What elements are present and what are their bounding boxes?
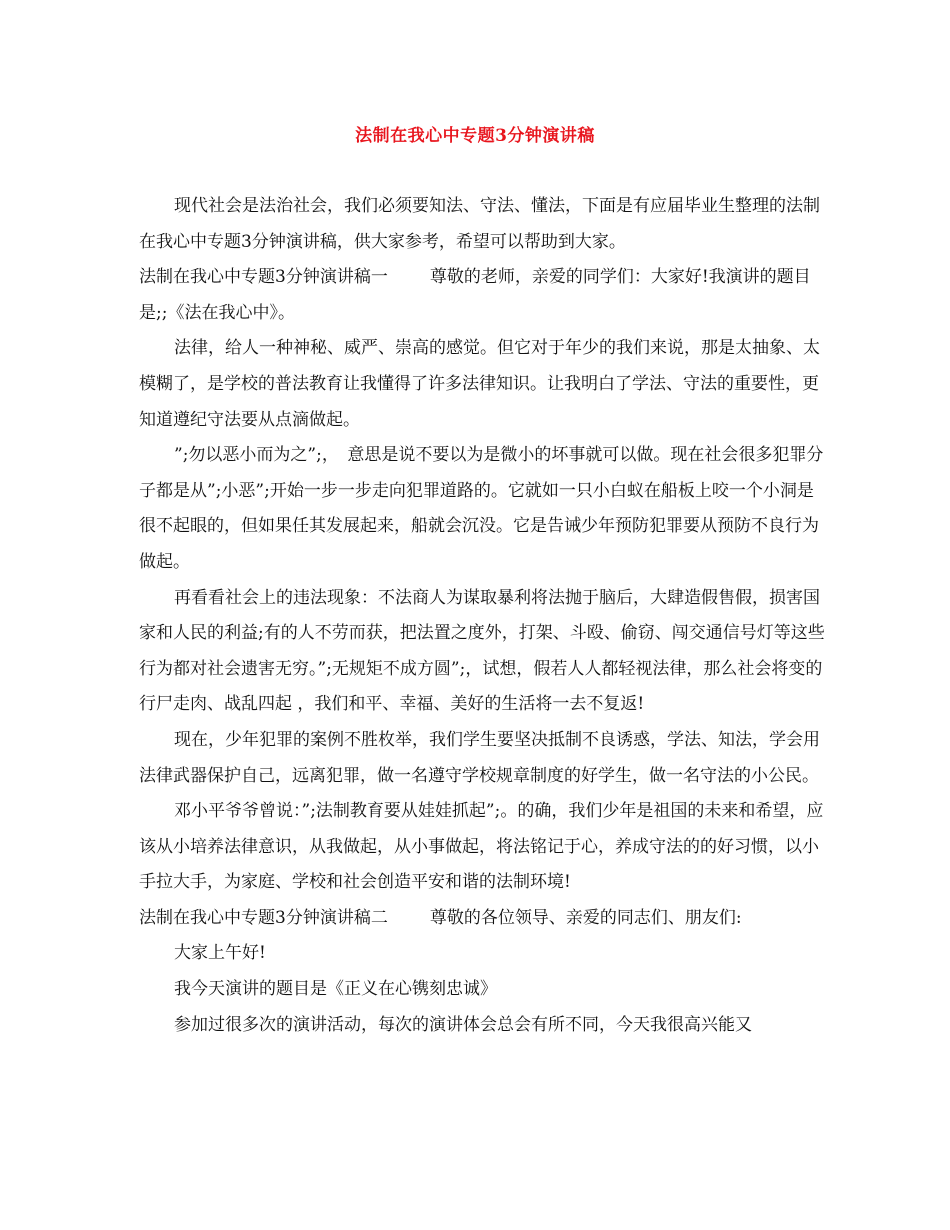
speech2-heading: 法制在我心中专题3分钟演讲稿二 (139, 907, 388, 928)
speech2-opening: 尊敬的各位领导、亲爱的同志们、朋友们: (429, 907, 742, 928)
speech1-paragraph-4: 现在，少年犯罪的案例不胜枚举，我们学生要坚决抵制不良诱惑，学法、知法，学会用法律武器保护自己，远离犯罪，做一名遵守学校规章制度的好学生，做一名守法的小公民。 (139, 729, 820, 786)
document-title: 法制在我心中专题3分钟演讲稿 (355, 126, 595, 146)
speech1-paragraph-2: ”;勿以恶小而为之”;， 意思是说不要以为是微小的坏事就可以做。现在社会很多犯罪分子都是从”;小恶”;开始一步一步走向犯罪道路的。它就如一只小白蚁在船板上咬一个小洞是很不起眼的，但如果任其发展起来，船就会沉没。它是告诫少年预防犯罪要从预防不良行为做起。 (139, 445, 824, 572)
speech2-paragraph-1: 大家上午好! (174, 943, 266, 964)
speech1-heading-line (139, 260, 827, 331)
speech1-opening: 尊敬的老师，亲爱的同学们：大家好!我演讲的题目是;;《法在我心中》。 (139, 267, 811, 323)
document-body (139, 189, 827, 1043)
speech2-paragraph-2: 我今天演讲的题目是《正义在心镌刻忠诚》 (174, 979, 497, 1000)
speech1-paragraph-1: 法律，给人一种神秘、威严、崇高的感觉。但它对于年少的我们来说，那是太抽象、太模糊了，是学校的普法教育让我懂得了许多法律知识。让我明白了学法、守法的重要性，更知道遵纪守法要从点滴做起。 (139, 338, 820, 430)
intro-paragraph: 现代社会是法治社会，我们必须要知法、守法、懂法，下面是有应届毕业生整理的法制在我心中专题3分钟演讲稿，供大家参考，希望可以帮助到大家。 (139, 196, 820, 252)
speech1-paragraph-5: 邓小平爷爷曾说：”;法制教育要从娃娃抓起”;。的确，我们少年是祖国的未来和希望，应该从小培养法律意识，从我做起，从小事做起，将法铭记于心，养成守法的的好习惯，以小手拉大手，为家庭、学校和社会创造平安和谐的法制环境! (139, 801, 824, 893)
speech2-heading-line (139, 901, 827, 937)
speech1-heading: 法制在我心中专题3分钟演讲稿一 (139, 267, 388, 288)
speech1-paragraph-3: 再看看社会上的违法现象：不法商人为谋取暴利将法抛于脑后，大肆造假售假，损害国家和人民的利益;有的人不劳而获，把法置之度外，打架、斗殴、偷窃、闯交通信号灯等这些行为都对社会遗害无穷。”;无规矩不成方圆”;，试想，假若人人都轻视法律，那么社会将变的行尸走肉、战乱四起 ，我们和平、幸福、美好的生活将一去不复返! (139, 587, 825, 715)
speech2-paragraph-3: 参加过很多次的演讲活动，每次的演讲体会总会有所不同，今天我很高兴能又 (174, 1014, 752, 1035)
